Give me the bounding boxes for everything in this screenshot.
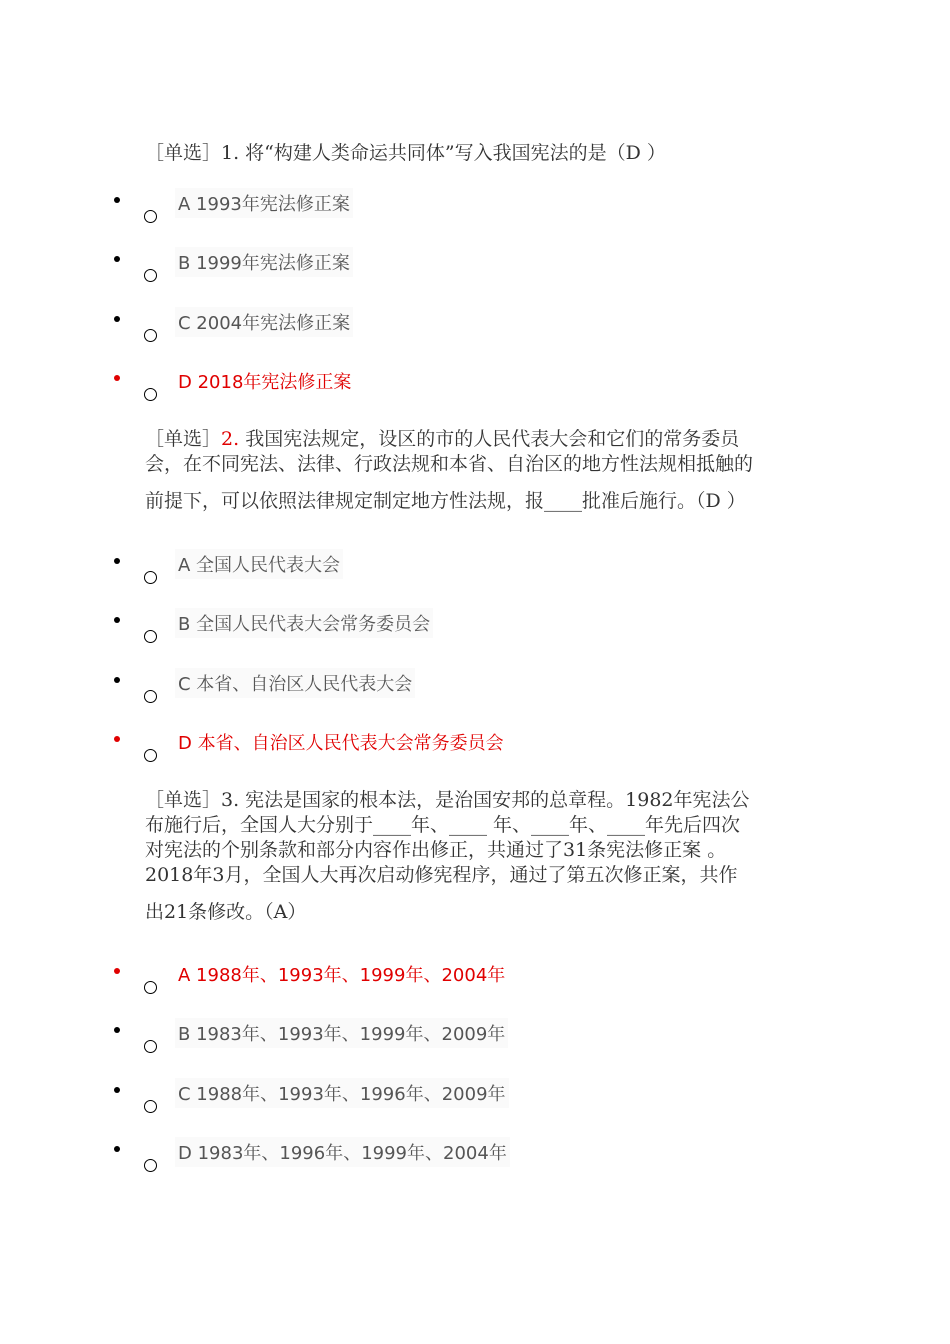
question-number: 2. <box>221 428 240 450</box>
radio-button-icon[interactable] <box>144 749 157 762</box>
question-1-option-d[interactable] <box>0 368 950 412</box>
bullet-icon <box>114 197 120 203</box>
question-3 <box>145 788 813 925</box>
question-1 <box>145 141 813 166</box>
option-label: B 1983年、1993年、1999年、2009年 <box>175 1018 508 1048</box>
bullet-icon <box>114 736 120 742</box>
option-label: A 全国人民代表大会 <box>175 549 343 579</box>
question-3-option-b[interactable] <box>0 1020 950 1064</box>
question-type-label: ［单选］ <box>145 428 222 450</box>
question-2 <box>145 427 813 514</box>
option-label-correct: D 本省、自治区人民代表大会常务委员会 <box>178 733 504 754</box>
question-2-option-b[interactable] <box>0 610 950 654</box>
question-3-option-c[interactable] <box>0 1080 950 1124</box>
bullet-icon <box>114 1027 120 1033</box>
option-label-correct: D 2018年宪法修正案 <box>178 372 352 393</box>
bullet-icon <box>114 316 120 322</box>
bullet-icon <box>114 375 120 381</box>
radio-button-icon[interactable] <box>144 630 157 643</box>
option-label: C 1988年、1993年、1996年、2009年 <box>175 1078 509 1108</box>
question-2-option-c[interactable] <box>0 670 950 714</box>
question-1-option-b[interactable] <box>0 249 950 293</box>
question-1-option-a[interactable] <box>0 190 950 234</box>
bullet-icon <box>114 1146 120 1152</box>
radio-button-icon[interactable] <box>144 571 157 584</box>
bullet-icon <box>114 968 120 974</box>
option-label: B 1999年宪法修正案 <box>175 247 353 277</box>
question-2-text-start: 我国宪法规定，设区的市的人民代表大会和它们的常务委员 <box>239 428 740 450</box>
radio-button-icon[interactable] <box>144 981 157 994</box>
question-2-line-1 <box>145 427 813 452</box>
question-3-option-d[interactable] <box>0 1139 950 1183</box>
question-3-line-4: 2018年3月，全国人大再次启动修宪程序，通过了第五次修正案，共作 <box>145 864 738 886</box>
option-label: A 1993年宪法修正案 <box>175 188 353 218</box>
radio-button-icon[interactable] <box>144 1159 157 1172</box>
question-3-line-2: 布施行后，全国人大分别于____年、____ 年、____年、____年先后四次 <box>145 814 741 836</box>
radio-button-icon[interactable] <box>144 210 157 223</box>
option-label: C 本省、自治区人民代表大会 <box>175 668 415 698</box>
radio-button-icon[interactable] <box>144 329 157 342</box>
radio-button-icon[interactable] <box>144 690 157 703</box>
question-1-text: ［单选］1. 将“构建人类命运共同体”写入我国宪法的是（D ） <box>145 142 666 164</box>
radio-button-icon[interactable] <box>144 1040 157 1053</box>
bullet-icon <box>114 558 120 564</box>
bullet-icon <box>114 677 120 683</box>
question-3-line-3: 对宪法的个别条款和部分内容作出修正，共通过了31条宪法修正案 。 <box>145 839 727 861</box>
bullet-icon <box>114 1087 120 1093</box>
radio-button-icon[interactable] <box>144 269 157 282</box>
bullet-icon <box>114 256 120 262</box>
option-label: D 1983年、1996年、1999年、2004年 <box>175 1137 510 1167</box>
question-3-line-5: 出21条修改。（A） <box>145 901 307 923</box>
question-2-line-3: 前提下，可以依照法律规定制定地方性法规，报____批准后施行。（D ） <box>145 490 746 512</box>
option-label: C 2004年宪法修正案 <box>175 307 353 337</box>
radio-button-icon[interactable] <box>144 388 157 401</box>
option-label: B 全国人民代表大会常务委员会 <box>175 608 433 638</box>
question-3-line-1: ［单选］3. 宪法是国家的根本法，是治国安邦的总章程。1982年宪法公 <box>145 789 750 811</box>
question-1-option-c[interactable] <box>0 309 950 353</box>
option-label-correct: A 1988年、1993年、1999年、2004年 <box>178 965 506 986</box>
question-3-option-a[interactable] <box>0 961 950 1005</box>
question-2-option-d[interactable] <box>0 729 950 773</box>
radio-button-icon[interactable] <box>144 1100 157 1113</box>
question-2-line-2: 会，在不同宪法、法律、行政法规和本省、自治区的地方性法规相抵触的 <box>145 453 754 475</box>
question-2-option-a[interactable] <box>0 551 950 595</box>
bullet-icon <box>114 617 120 623</box>
